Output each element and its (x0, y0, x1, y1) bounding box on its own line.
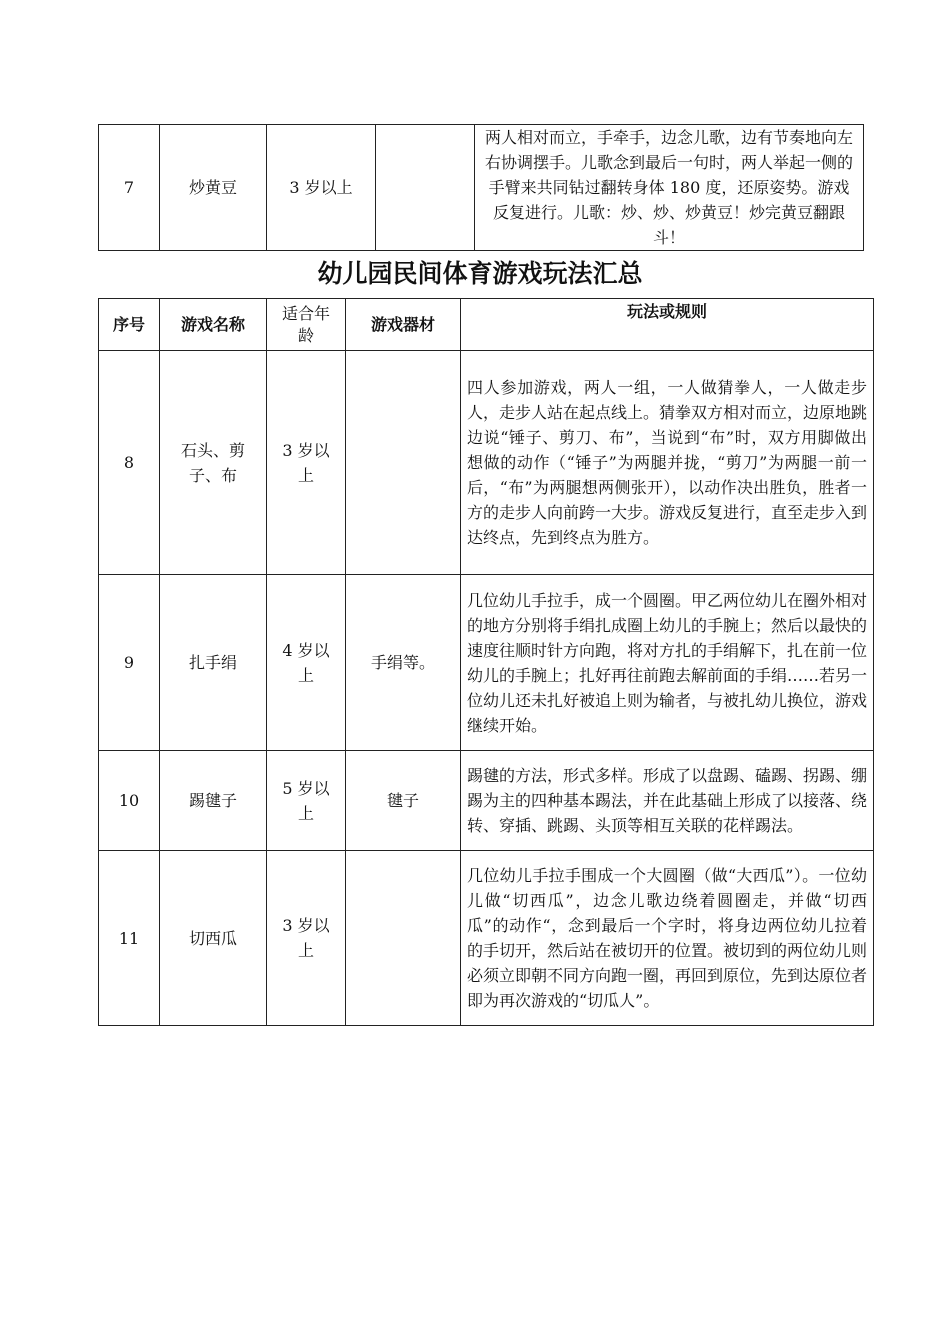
table-header-row (99, 299, 874, 351)
game-name: 扎手绢 (160, 575, 267, 751)
game-rules: 踢毽的方法，形式多样。形成了以盘踢、磕踢、拐踢、绷踢为主的四种基本踢法，并在此基础上形成了以接落、绕转、穿插、跳踢、头顶等相互关联的花样踢法。 (461, 751, 874, 851)
row-number: 11 (99, 851, 160, 1026)
table-row (99, 751, 874, 851)
equipment (346, 851, 461, 1026)
row-number: 9 (99, 575, 160, 751)
age-range-text: 3 岁以上 (282, 916, 330, 960)
game-rules: 两人相对而立，手牵手，边念儿歌，边有节奏地向左右协调摆手。儿歌念到最后一句时，两人举起一侧的手臂来共同钻过翻转身体 180 度，还原姿势。游戏反复进行。儿歌：炒、炒、炒黄豆！炒完黄豆翻跟斗！ (475, 125, 864, 251)
equipment (376, 125, 475, 251)
row-number: 8 (99, 351, 160, 575)
game-name: 踢毽子 (160, 751, 267, 851)
equipment: 毽子 (346, 751, 461, 851)
row-number: 7 (99, 125, 160, 251)
game-rules: 几位幼儿手拉手，成一个圆圈。甲乙两位幼儿在圈外相对的地方分别将手绢扎成圈上幼儿的手腕上；然后以最快的速度往顺时针方向跑，将对方扎的手绢解下，扎在前一位幼儿的手腕上；扎好再往前跑去解前面的手绢……若另一位幼儿还未扎好被追上则为输者，与被扎幼儿换位，游戏继续开始。 (461, 575, 874, 751)
header-age-label: 适合年龄 (281, 303, 330, 345)
table-row (99, 851, 874, 1026)
age-range: 3 岁以上 (267, 125, 376, 251)
age-range (267, 575, 346, 751)
continued-game-table (98, 124, 864, 251)
age-range-text: 3 岁以上 (282, 440, 330, 485)
table-row (99, 125, 864, 251)
table-row (99, 351, 874, 575)
equipment (346, 351, 461, 575)
game-name: 切西瓜 (160, 851, 267, 1026)
game-name-text: 石头、剪子、布 (180, 440, 245, 485)
age-range (267, 851, 346, 1026)
game-rules: 几位幼儿手拉手围成一个大圆圈（做“大西瓜”）。一位幼儿做“切西瓜”，边念儿歌边绕着圆圈走，并做“切西瓜”的动作“，念到最后一个字时，将身边两位幼儿拉着的手切开，然后站在被切开的位置。被切到的两位幼儿则必须立即朝不同方向跑一圈，再回到原位，先到达原位者即为再次游戏的“切瓜人”。 (461, 851, 874, 1026)
equipment: 手绢等。 (346, 575, 461, 751)
age-range-text: 4 岁以上 (282, 640, 330, 685)
header-name: 游戏名称 (160, 299, 267, 351)
age-range (267, 751, 346, 851)
header-equipment: 游戏器材 (346, 299, 461, 351)
header-number: 序号 (99, 299, 160, 351)
game-rules: 四人参加游戏，两人一组，一人做猜拳人，一人做走步人，走步人站在起点线上。猜拳双方相对而立，边原地跳边说“锤子、剪刀、布”，当说到“布”时，双方用脚做出想做的动作（“锤子”为两腿并拢，“剪刀”为两腿一前一后，“布”为两腿想两侧张开），以动作决出胜负，胜者一方的走步人向前跨一大步。游戏反复进行，直至走步入到达终点，先到终点为胜方。 (461, 351, 874, 575)
header-age (267, 299, 346, 351)
page-title: 幼儿园民间体育游戏玩法汇总 (317, 259, 643, 288)
row-number: 10 (99, 751, 160, 851)
game-name: 炒黄豆 (160, 125, 267, 251)
age-range-text: 5 岁以上 (282, 778, 330, 823)
header-rules: 玩法或规则 (461, 299, 874, 351)
table-row (99, 575, 874, 751)
game-name (160, 351, 267, 575)
age-range (267, 351, 346, 575)
game-table (98, 298, 874, 1026)
